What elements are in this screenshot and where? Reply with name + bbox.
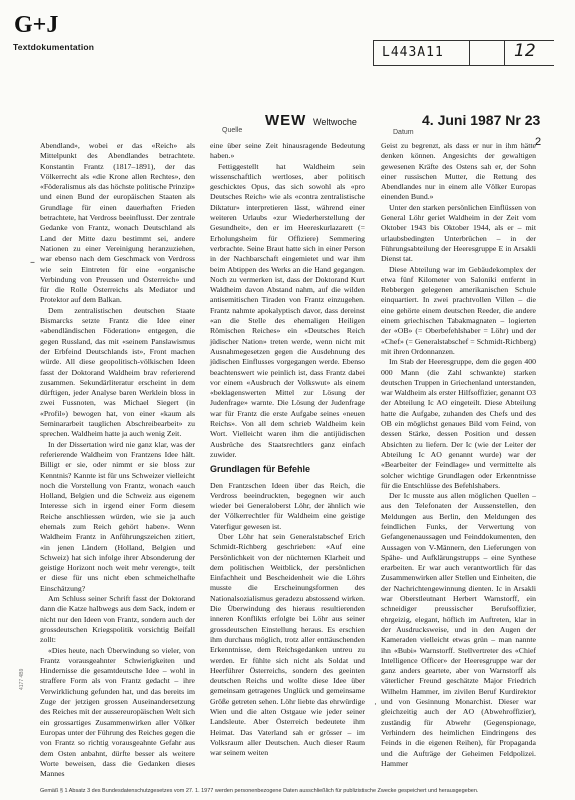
paragraph: Dem zentralistischen deutschen Staate Bismarcks setzte Frantz die Idee einer «abendländischen Föderation» entgegen, die gegen Russland, das mit «seinem Panslawismus der Erbfeind Deutschlands ist», Front machen würde. All diese geopolitisch-völkischen Ideen fasst der Doktorand Waldheim brav referierend zusammen. Sekundärliteratur erscheint in dem dürftigen, jeder Analyse baren Werklein bloss in zwei Fussnoten, was Michael Siegert (in «Profil») bewogen hat, von einer «kaum als Seminararbeit tauglichen Abschreibearbeit» zu sprechen. Waldheim hatte ja auch wenig Zeit. <box>40 305 195 439</box>
label-quelle: Quelle <box>222 127 243 134</box>
section-heading: Grundlagen für Befehle <box>210 464 311 475</box>
page-mark: 2 <box>535 136 542 148</box>
margin-mark: · <box>374 700 377 710</box>
article-column-2 <box>210 141 365 759</box>
paragraph: Im Stab der Heeresgruppe, dem die gegen 400 000 Mann (die Zahl schwankte) starken deutschen Truppen in Griechenland unterstanden, war Waldheim als erster Hilfsoffizier, genannt O3 der Abteilung Ic AO eingeteilt. Diese Abteilung hatte die Aufgabe, zuhanden des Chefs und des OB ein möglichst genaues Bild vom Feind, von dessen Stärke, dessen Position und dessen Absichten zu liefern. Der Ic (wie der Leiter der Abteilung Ic AO genannt wurde) war der «Bearbeiter der Feindlage» und vermittelte als solcher wichtige Grundlagen oder Erkenntnisse für die Entschlüsse des Befehlshabers. <box>381 357 536 490</box>
archive-stamp-box <box>373 40 554 66</box>
paragraph: Der Ic musste aus allen möglichen Quellen – aus den Telefonaten der Aussenstellen, den Meldungen aus Berlin, den Meldungen des feindlichen Funks, der Verwertung von Gefangenenaussagen und Feinddokumenten, den Aussagen von V-Männern, den Lieferungen von Spähe- und Aufklärungstrupps – eine Synthese erarbeiten. Er war auch verantwortlich für das Zusammenwirken aller Stellen und Einheiten, die der Nachrichtengewinnung dienten. Ic in Arsakli war Oberstleutnant Herbert Warnstorff, ein schneidiger preussischer Berufsoffizier, ehrgeizig, elegant, höflich im Auftreten, klar in der Ausdrucksweise, und in den Augen der Kameraden vielleicht etwas grün – man nannte ihn «Bubi» Warnstorff. Stellvertreter des «Chief Intelligence Officer» der Heeresgruppe war der ganz anders geartete, aber von Warnstorff als väterlicher Freund geschätzte Major Friedrich Wilhelm Hammer, im zivilen Beruf Kurdirektor und von Gesinnung Monarchist. Dieser war gleichzeitig auch der AO (Abwehroffizier), zuständig für Abwehr (Gegenspionage, Verhindern des heimlichen Eindringens des Feinds in die eigenen Reihen), für Propaganda und die Aufträge der Geheimen Feldpolizei. Hammer <box>381 491 536 768</box>
archive-number: L443A11 <box>382 45 444 60</box>
label-datum: Datum <box>393 129 414 136</box>
gj-logo <box>13 10 59 38</box>
article-column-3 <box>381 141 536 769</box>
paragraph: Geist zu begrenzt, als dass er nur in ihm hätte denken können. Angesichts der gewaltigen gewesenen Kräfte des Ostens sah er, der Sohn einer russischen Mutter, die Rettung des Abendlandes nur in einem alle Völker Europas einenden Bund.» <box>381 141 536 202</box>
publication-date <box>422 112 540 128</box>
paragraph: eine über seine Zeit hinausragende Bedeutung haben.» <box>210 141 365 161</box>
source-code: WEW <box>265 112 307 129</box>
logo-subtitle: Textdokumentation <box>13 42 95 52</box>
archive-handwritten-number: 12 <box>514 41 536 61</box>
paragraph: Fettiggestellt hat Waldheim sein wissenschaftlich wertloses, aber politisch geschicktes Opus, das sich sowohl als «pro Deutsches Reich» wie als «contra zentralistische Diktatur» interpretieren lässt, während einer weiteren Urlaubs «zur Wiederherstellung der Gesundheit», den er im Heereskurlazarett (= Erholungsheim für Offiziere) Semmering verbrachte. Seine Braut hatte sich in einer Person in der Nachbarschaft eingemietet und war ihm beim Abtippen des Werks an die Hand gegangen. Noch zu vermerken ist, dass der Doktorand Kurt Waldheim davon Abstand nahm, auf die wilden antisemitischen Tiraden von Frantz einzugehen. Frantz nahmte apokalyptisch davor, dass dereinst «an die Stelle des ehemaligen Heiligen Römischen Reiches» ein «Deutsches Reich jüdischer Nation» treten werde, wenn nicht mit Ausnahmegesetzen gegen die Ausdehnung des jüdischen Einflusses vorgegangen werde. Ebenso beachtenswert wie peinlich ist, dass Frantz dabei vor einem «Ausbruch der Volkswut» als einem «beklagenswerten Mittel zur Lösung der Judenfrage» warnte. Die Lösung der Judenfrage war für Frantz die erste Aufgabe seines «neuen Reichs». Von all dem schrieb Waldheim kein Wort. Vielleicht waren ihm die antijüdischen Ausbrüche des Staatsrechtlers ganz einfach zuwider. <box>210 161 365 459</box>
paragraph: Abendland», wobei er das «Reich» als Mittelpunkt des Abendlandes betrachtete. Konstantin Frantz (1817–1891), der das Völkerrecht als «die Krone allen Rechtes», den «Föderalismus als das höchste politische Prinzip» und einen Bund der europäischen Staaten als Grundlage für einen dauerhaften Frieden betrachtete, hat Verdross beeinflusst. Der zentrale Gedanke von Frantz, wonach Deutschland als Land der Mitte dazu bestimmt sei, andere Nationen zu einer Vereinigung heranzuziehen, war ebenso nach dem Geschmack von Verdross wie sein Eintreten für eine «organische Verbindung von Preussen und Österreich» und für die Rolle Österreichs als Mediator und Protektor auf dem Balkan. <box>40 141 195 305</box>
paragraph: Diese Abteilung war im Gebäudekomplex der etwa fünf Kilometer von Saloniki entfernt in Rebbergen gelegenen amerikanischen Schule einquartiert. In zwei prachtvollen Villen – die eine gehörte einem deutschen Reeder, die andere einem griechischen Tabakmagnaten – logierten der «OB» (= Oberbefehlshaber = Löhr) und der «Chef» (= Generalstabschef = Schmidt-Richberg) mit ihren Ordonnanzen. <box>381 264 536 356</box>
issue-number: Nr 23 <box>505 112 541 128</box>
paragraph: Am Schluss seiner Schrift fasst der Doktorand dann die Katze halbwegs aus dem Sack, indem er nicht nur den Ideen von Frantz, sondern auch der grossdeutschen Kriegspolitik vorsichtig Beifall zollt: <box>40 594 195 645</box>
paragraph: Über Löhr hat sein Generalstabschef Erich Schmidt-Richberg geschrieben: «Auf eine Persönlichkeit von der nüchternen Klarheit und dem politischen Weitblick, der persönlichen Einfachheit und Bescheidenheit wie die Löhrs musste die Erscheinungsformen des Nationalsozialismus geradezu abstossend wirken. Die Überwindung des hieraus resultierenden inneren Konflikts erfolgte bei Löhr aus seiner grossdeutschen Einstellung heraus. Es erschien ihm durchaus möglich, trotz aller enttäuschenden Erkenntnisse, dem Reichsgedanken untreu zu werden. Er fühlte sich nicht als Soldat und Heerführer Österreichs, sondern des geeinten deutschen Reichs und wollte diese Idee über gemeinsam getragenes Unglück und gemeinsame Größe getreten sehen. Löhr liebte das ehrwürdige Wien und die alten Ostgaue wie jeder seiner Landsleute. Aber Österreich bedeutete ihm Heimat. Das Vaterland sah er grösser – im Volksraum aller Deutschen. Auch dieser Raum war seinem weiten <box>210 531 365 758</box>
paragraph: Den Frantzschen Ideen über das Reich, die Verdross beeindruckten, begegnen wir auch wieder bei Generaloberst Löhr, der ähnlich wie der Völkerrechtler für Waldheim eine geistige Vaterfigur gewesen ist. <box>210 480 365 531</box>
margin-code: 4177 4B9 <box>19 668 25 690</box>
paragraph: «Dies heute, nach Überwindung so vieler, von Frantz vorausgeahnter Schwierigkeiten und Hindernisse die gesamtdeutsche Idee – wohl in straffere Form als von Frantz gedacht – ihre Verwirklichung gefunden hat, und das bereits im Zuge der jetzigen grossen Auseinandersetzung des Reiches mit der aussereuropäischen Welt sich ein grossartiges Zusammenwirken aller Völker Europas unter der Führung des Reiches gegen die von Frantz so richtig vorausgeahnte Gefahr aus dem Osten anbahnt, dürfte besser als weitere Worte beweisen, dass die Gedanken dieses Mannes <box>40 645 195 779</box>
paragraph: In der Dissertation wird nie ganz klar, was der referierende Waldheim von Frantzens Idee hält. Billigt er sie, oder nimmt er sie bloss zur Kenntnis? Kannte ist für uns Schweizer vielleicht noch die Vorstellung von Frantz, wonach «auch Holland, Belgien und die Schweiz aus eigenem Interesse sich in irgend einer Form diesem Reiche anschliessen würden, wie sie ja auch ehemals zum Reich gehört haben». Wenn Waldheim Frantz in Anführungszeichen zitiert, «in jenen Ländern (Holland, Belgien und Schweiz) hat sich infolge ihrer Absonderung der geistige Horizont noch weit mehr verengt», teilt er diese für uns nicht eben schmeichelhafte Einschätzung? <box>40 439 195 593</box>
source-name: Weltwoche <box>313 117 357 127</box>
logo-text: G+J <box>14 12 59 38</box>
paragraph: Unter den starken persönlichen Einflüssen von General Löhr geriet Waldheim in der Zeit vom Oktober 1943 bis Oktober 1944, als er – mit urlaubsbedingten Unterbrüchen – in der Führungsabteilung der Heeresgruppe E in Arsakli Dienst tat. <box>381 202 536 264</box>
date-text: 4. Juni 1987 <box>422 112 502 128</box>
margin-mark: – <box>30 257 35 268</box>
data-protection-footer: Gemäß § 1 Absatz 3 des Bundesdatenschutzgesetzes vom 27. 1. 1977 werden personenbezogene Daten ausschließlich für publizistische Zwecke gespeichert und herausgegeben. <box>40 788 479 794</box>
article-column-1 <box>40 141 195 779</box>
